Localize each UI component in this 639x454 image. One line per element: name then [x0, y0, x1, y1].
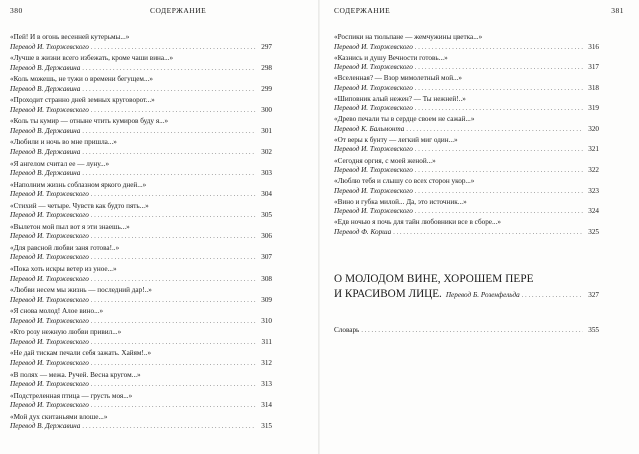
- poem-first-line: «Казнись и душу Вечности готовь...»: [334, 53, 448, 62]
- poem-first-line: «Роспики на тюльпане — жемчужины цветка...»: [334, 33, 483, 41]
- leader-dots: [91, 43, 256, 54]
- toc-entry: [10, 286, 272, 307]
- leader-dots: [415, 166, 583, 177]
- page-ref: 321: [588, 145, 599, 154]
- toc-entry: [334, 95, 599, 116]
- page-ref: 306: [261, 232, 272, 241]
- leader-dots: [415, 187, 583, 198]
- toc-entry: [10, 117, 272, 138]
- toc-entry: [10, 138, 272, 159]
- page-ref: 313: [261, 380, 272, 388]
- translator-row: [10, 148, 272, 159]
- leader-dots: [91, 106, 256, 117]
- poem-first-line: «Я снова молод! Алое вино...»: [10, 307, 104, 316]
- poem-first-line: «Древо печали ты в сердце своем не сажай...»: [334, 115, 475, 124]
- toc-entry: [10, 265, 272, 286]
- poem-first-line: «Вино и губка милой... Да, это источник...»: [334, 197, 467, 206]
- contents-list: [10, 33, 272, 434]
- leader-dots: [91, 380, 256, 391]
- page-ref: 312: [261, 358, 272, 367]
- page-ref: 311: [261, 337, 272, 346]
- poem-first-line: «Кто розу нежную любви привил...»: [10, 328, 122, 337]
- toc-entry: [10, 244, 272, 265]
- leader-dots: [415, 207, 583, 218]
- translator-row: [10, 422, 272, 433]
- translator: Перевод И. Тхоржевского: [334, 42, 413, 51]
- translator-row: [334, 207, 599, 218]
- leader-dots: [82, 169, 256, 180]
- contents-list: [334, 33, 599, 239]
- page-ref: 309: [261, 295, 272, 304]
- translator: Перевод К. Бальмонта: [334, 124, 405, 133]
- translator: Перевод В. Державина: [10, 422, 81, 431]
- leader-dots: [91, 211, 256, 222]
- running-title: СОДЕРЖАНИЕ: [334, 6, 391, 15]
- poem-first-line: «Мой дух скитаньями влоше...»: [10, 412, 108, 421]
- toc-entry: [10, 349, 272, 370]
- translator-row: [334, 187, 599, 198]
- page-number: 380: [10, 6, 23, 15]
- page-ref: 319: [588, 104, 599, 113]
- toc-entry: [334, 198, 599, 219]
- page-number: 381: [611, 6, 624, 15]
- translator-row: [10, 359, 272, 370]
- page-ref: 322: [588, 166, 599, 175]
- translator-row: [10, 43, 272, 54]
- translator: Перевод И. Тхоржевского: [10, 190, 89, 199]
- poem-first-line: «Стихий — четыре. Чувств как будто пять...»: [10, 201, 149, 210]
- translator: Перевод И. Тхоржевского: [10, 316, 89, 325]
- poem-first-line: «Наполним жизнь соблазном яркого дней...»: [10, 180, 147, 189]
- translator-row: [10, 296, 272, 307]
- dictionary-label: Словарь: [334, 326, 360, 334]
- translator: Перевод И. Тхоржевского: [334, 207, 413, 216]
- translator: Перевод И. Тхоржевского: [10, 358, 89, 367]
- toc-entry: [10, 75, 272, 96]
- translator-row: [10, 380, 272, 391]
- toc-entry: [10, 307, 272, 328]
- poem-first-line: «Едв ночью я почь для тайн любовники все в сборе...»: [334, 218, 501, 227]
- poem-first-line: «Вселенная? — Взор мимолетный мой...»: [334, 74, 463, 83]
- translator-row: [10, 275, 272, 286]
- dictionary-entry: [334, 326, 599, 334]
- page-ref: 298: [261, 63, 272, 72]
- leader-dots: [522, 287, 583, 304]
- leader-dots: [91, 338, 256, 349]
- translator: Перевод И. Тхоржевского: [10, 211, 89, 220]
- leader-dots: [91, 359, 256, 370]
- poem-first-line: «Шиповник алый нежен? — Ты нежней!..»: [334, 94, 466, 103]
- poem-first-line: «Пока хоть искры ветер из уное...»: [10, 265, 117, 274]
- page-ref: 325: [588, 227, 599, 236]
- leader-dots: [82, 64, 256, 75]
- poem-first-line: «Сегодня оргия, с моей женой...»: [334, 156, 436, 165]
- running-title: СОДЕРЖАНИЕ: [150, 6, 207, 15]
- translator-row: [10, 232, 272, 243]
- leader-dots: [415, 104, 583, 115]
- section-translator: Перевод Б. Розенфельда: [445, 291, 520, 299]
- translator-row: [334, 84, 599, 95]
- page-ref: 297: [261, 42, 272, 51]
- toc-entry: [334, 157, 599, 178]
- poem-first-line: «Лучше в жизни всего избежать, кроме чаши вина...»: [10, 54, 174, 63]
- section-heading: [334, 272, 599, 304]
- translator: Перевод И. Тхоржевского: [334, 63, 413, 72]
- translator-row: [10, 169, 272, 180]
- page-ref: 317: [588, 63, 599, 72]
- translator: Перевод И. Тхоржевского: [334, 186, 413, 195]
- page-ref: 307: [261, 253, 272, 262]
- translator: Перевод И. Тхоржевского: [10, 42, 89, 51]
- poem-first-line: «Проходит странно дней земных круговорот...»: [10, 96, 155, 105]
- poem-first-line: «В полях — межа. Ручей. Весна кругом...»: [10, 370, 141, 379]
- toc-entry: [10, 33, 272, 54]
- toc-entry: [334, 74, 599, 95]
- translator-row: [10, 64, 272, 75]
- translator: Перевод И. Тхоржевского: [334, 83, 413, 92]
- dictionary-page: 355: [588, 326, 599, 334]
- leader-dots: [82, 422, 256, 433]
- translator: Перевод И. Тхоржевского: [334, 104, 413, 113]
- poem-first-line: «Я ангелом считал ее — луну...»: [10, 159, 110, 168]
- toc-entry: [334, 33, 599, 54]
- leader-dots: [415, 63, 583, 74]
- leader-dots: [91, 296, 256, 307]
- translator: Перевод И. Тхоржевского: [10, 232, 89, 241]
- page-ref: 314: [261, 401, 272, 410]
- translator: Перевод В. Державина: [10, 126, 81, 135]
- toc-entry: [10, 328, 272, 349]
- translator-row: [10, 317, 272, 328]
- poem-first-line: «Люблю тебя и слышу со всех сторон укор...»: [334, 177, 475, 186]
- translator-row: [334, 104, 599, 115]
- page-ref: 300: [261, 105, 272, 114]
- toc-entry: [10, 392, 272, 413]
- page-ref: 324: [588, 207, 599, 216]
- poem-first-line: «Любили и ночь во мне пришла...»: [10, 138, 117, 147]
- leader-dots: [91, 232, 256, 243]
- leader-dots: [393, 228, 583, 239]
- translator: Перевод И. Тхоржевского: [10, 401, 89, 410]
- page-ref: 318: [588, 83, 599, 92]
- page-ref: 323: [588, 186, 599, 195]
- leader-dots: [361, 326, 583, 334]
- page-ref: 301: [261, 126, 272, 135]
- section-title-line1: О МОЛОДОМ ВИНЕ, ХОРОШЕМ ПЕРЕ: [334, 273, 534, 285]
- poem-first-line: «Вылетон мой пыл вот я эти знаешь...»: [10, 222, 130, 231]
- translator: Перевод И. Тхоржевского: [10, 295, 89, 304]
- translator: Перевод И. Тхоржевского: [10, 380, 89, 388]
- right-page: [320, 0, 638, 454]
- translator-row: [10, 253, 272, 264]
- translator: Перевод И. Тхоржевского: [334, 145, 413, 154]
- translator-row: [10, 85, 272, 96]
- translator-row: [334, 43, 599, 54]
- leader-dots: [82, 85, 256, 96]
- poem-first-line: «Пей! И в огонь весенней кутерьмы...»: [10, 33, 130, 41]
- poem-first-line: «От веры к бунту — легкий миг один...»: [334, 135, 458, 144]
- translator-row: [334, 125, 599, 136]
- translator-row: [334, 145, 599, 156]
- translator-row: [10, 338, 272, 349]
- poem-first-line: «Для равсной любви заня готова!..»: [10, 243, 120, 252]
- leader-dots: [415, 145, 583, 156]
- leader-dots: [82, 148, 256, 159]
- toc-entry: [10, 54, 272, 75]
- translator-row: [10, 211, 272, 222]
- toc-entry: [334, 54, 599, 75]
- leader-dots: [415, 43, 583, 54]
- page-ref: 299: [261, 84, 272, 93]
- page-ref: 308: [261, 274, 272, 283]
- translator-row: [334, 166, 599, 177]
- translator: Перевод В. Державина: [10, 147, 81, 156]
- leader-dots: [91, 275, 256, 286]
- page-ref: 310: [261, 316, 272, 325]
- leader-dots: [91, 317, 256, 328]
- translator: Перевод В. Державина: [10, 84, 81, 93]
- toc-entry: [10, 371, 272, 392]
- page-ref: 304: [261, 190, 272, 199]
- translator: Перевод И. Тхоржевского: [10, 105, 89, 114]
- poem-first-line: «Не дай тискам печали себя зажать. Хайям!..»: [10, 349, 152, 358]
- translator: Перевод И. Тхоржевского: [334, 166, 413, 175]
- toc-entry: [334, 136, 599, 157]
- page-ref: 315: [261, 422, 272, 431]
- toc-entry: [334, 177, 599, 198]
- leader-dots: [415, 84, 583, 95]
- toc-entry: [10, 160, 272, 181]
- translator: Перевод Ф. Корша: [334, 227, 392, 236]
- leader-dots: [91, 190, 256, 201]
- translator-row: [334, 228, 599, 239]
- poem-first-line: «Коль можешь, не тужи о времени бегущем...»: [10, 75, 153, 84]
- toc-entry: [334, 218, 599, 239]
- toc-entry: [10, 223, 272, 244]
- page-ref: 305: [261, 211, 272, 220]
- translator-row: [10, 106, 272, 117]
- toc-entry: [334, 115, 599, 136]
- leader-dots: [406, 125, 583, 136]
- leader-dots: [91, 401, 256, 412]
- translator-row: [10, 127, 272, 138]
- toc-entry: [10, 96, 272, 117]
- poem-first-line: «Любви несем мы жизнь — последний дар!..»: [10, 286, 152, 295]
- translator-row: [10, 190, 272, 201]
- poem-first-line: «Подстреленная птица — грусть моя...»: [10, 391, 133, 400]
- page-ref: 320: [588, 124, 599, 133]
- translator: Перевод И. Тхоржевского: [10, 253, 89, 262]
- translator: Перевод В. Державина: [10, 169, 81, 178]
- section-page: 327: [588, 291, 599, 299]
- page-ref: 303: [261, 169, 272, 178]
- translator: Перевод В. Державина: [10, 63, 81, 72]
- page-ref: 316: [588, 42, 599, 51]
- translator-row: [334, 63, 599, 74]
- toc-entry: [10, 202, 272, 223]
- toc-entry: [10, 181, 272, 202]
- translator: Перевод И. Тхоржевского: [10, 337, 89, 346]
- leader-dots: [91, 253, 256, 264]
- leader-dots: [82, 127, 256, 138]
- poem-first-line: «Коль ты кумир — отныне чтить кумиров буду я...»: [10, 117, 169, 126]
- translator: Перевод И. Тхоржевского: [10, 274, 89, 283]
- section-title-line2: И КРАСИВОМ ЛИЦЕ.: [334, 288, 442, 300]
- translator-row: [10, 401, 272, 412]
- section-title-line2-row: [334, 287, 599, 304]
- toc-entry: [10, 413, 272, 434]
- left-page: [0, 0, 318, 454]
- page-ref: 302: [261, 147, 272, 156]
